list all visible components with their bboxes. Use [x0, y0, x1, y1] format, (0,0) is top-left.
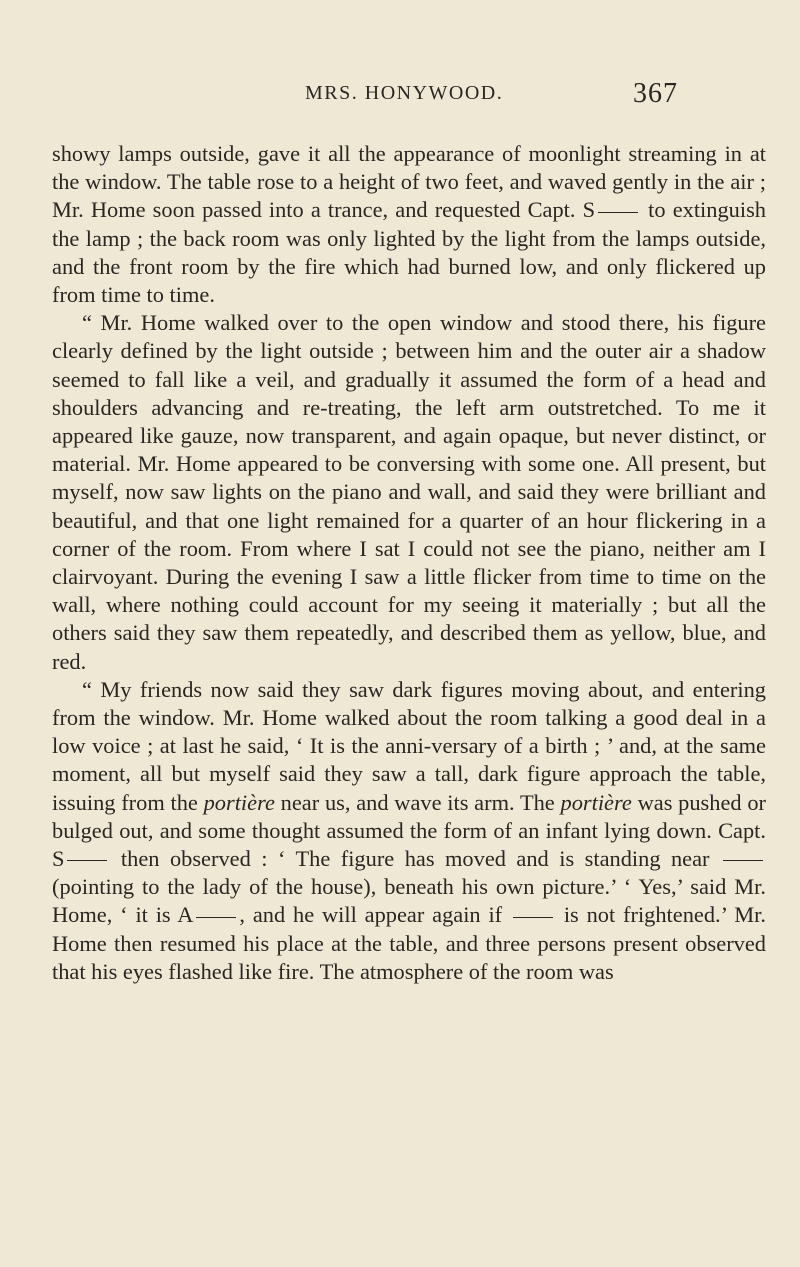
paragraph — [52, 140, 766, 309]
name-dash — [513, 917, 553, 918]
text-run: , and he will appear again if — [239, 902, 510, 928]
text-run: is not frightened.’ Mr. Home then resumed his place at the table, and three persons present observed that his eyes flashed like fire. The atmosphere of the room was — [52, 902, 766, 984]
text-run: “ Mr. Home walked over to the open window and stood there, his figure clearly defined by the light outside ; between him and the outer air a shadow seemed to fall like a veil, and gradually it assumed the form of a head and shoulders advancing and re-treating, the left arm outstretched. To me it appeared like gauze, now transparent, and again opaque, but never distinct, or material. Mr. Home appeared to be conversing with some one. All present, but myself, now saw lights on the piano and wall, and said they were brilliant and beautiful, and that one light remained for a quarter of an hour flickering in a corner of the room. From where I sat I could not see the piano, neither am I clairvoyant. During the evening I saw a little flicker from time to time on the wall, where nothing could account for my seeing it materially ; but all the others said they saw them repeatedly, and described them as yellow, blue, and red. — [52, 310, 766, 674]
italic-text: portière — [203, 789, 275, 815]
paragraph — [52, 676, 766, 986]
text-run: “ My friends now said they saw dark figures moving about, and entering from the window. Mr. Home walked about the room talking a good deal in a low voice ; at last he said, ‘ It is the anni-versary of a birth ; ’ and, at the same moment, all but myself said they saw a tall, dark figure approach the table, issuing from the — [52, 676, 766, 815]
text-run: then observed : ‘ The figure has moved and is standing near — [110, 846, 720, 872]
page-header — [0, 78, 800, 118]
running-head: MRS. HONYWOOD. — [305, 82, 504, 104]
italic-text: portière — [560, 789, 632, 815]
text-run: to extinguish the lamp ; the back room was only lighted by the light from the lamps outside, and the front room by the fire which had burned low, and only flickered up from time to time. — [52, 197, 766, 308]
page-number: 367 — [633, 78, 678, 109]
body-text — [52, 140, 766, 986]
name-dash — [598, 212, 638, 213]
name-dash — [196, 917, 236, 918]
text-run: near us, and wave its arm. The — [274, 789, 561, 815]
text-run: (pointing to the lady of the house), beneath his own picture.’ ‘ Yes,’ said Mr. Home, ‘ it is A — [52, 874, 766, 928]
paragraph — [52, 309, 766, 676]
text-run: showy lamps outside, gave it all the appearance of moonlight streaming in at the window. The table rose to a height of two feet, and waved gently in the air ; Mr. Home soon passed into a trance, and requested Capt. S — [52, 141, 766, 223]
name-dash — [723, 860, 763, 861]
text-run: was pushed or bulged out, and some thought assumed the form of an infant lying down. Capt. S — [52, 789, 766, 872]
name-dash — [67, 860, 107, 861]
